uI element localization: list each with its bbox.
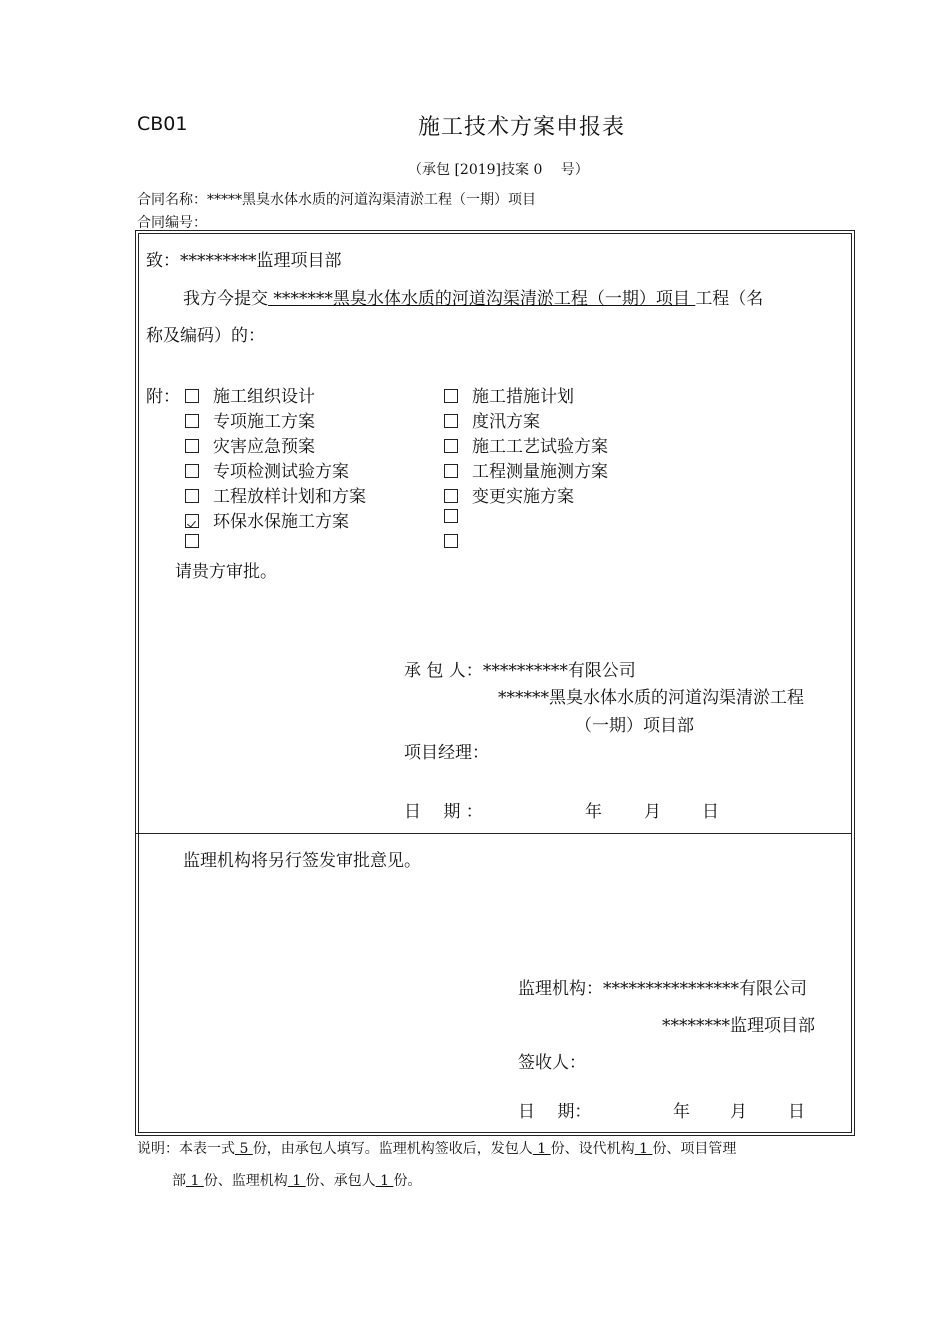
submit-line-2: 称及编码）的： bbox=[146, 326, 265, 346]
checkbox[interactable] bbox=[444, 389, 458, 403]
supervisor-date-year: 年 bbox=[673, 1102, 690, 1122]
contractor-date-month: 月 bbox=[644, 802, 661, 822]
submit-line bbox=[183, 284, 763, 309]
approval-request: 请贵方审批。 bbox=[175, 562, 277, 582]
checkbox[interactable] bbox=[185, 439, 199, 453]
checkbox[interactable] bbox=[444, 509, 458, 523]
checkbox[interactable] bbox=[444, 464, 458, 478]
checkbox[interactable] bbox=[444, 534, 458, 548]
contractor-label: 承 包 人： bbox=[404, 661, 483, 681]
attachment-left-3: 灾害应急预案 bbox=[185, 432, 315, 457]
supervisor-org-line bbox=[518, 974, 807, 999]
attachment-left-5: 工程放样计划和方案 bbox=[185, 482, 366, 507]
attachment-right-1: 施工措施计划 bbox=[444, 382, 574, 407]
attachment-right-7 bbox=[444, 532, 458, 552]
checkbox[interactable] bbox=[185, 464, 199, 478]
section-divider bbox=[136, 833, 852, 834]
contractor-date-label: 日 期 ： bbox=[404, 802, 483, 822]
checkbox[interactable] bbox=[185, 414, 199, 428]
attachment-left-4: 专项检测试验方案 bbox=[185, 457, 349, 482]
contractor-dept-line2: （一期）项目部 bbox=[575, 716, 694, 736]
attachment-right-4: 工程测量施测方案 bbox=[444, 457, 608, 482]
contract-number: 合同编号： bbox=[137, 215, 207, 231]
attachment-right-2: 度汛方案 bbox=[444, 407, 540, 432]
contractor-date-year: 年 bbox=[585, 802, 602, 822]
checkbox[interactable] bbox=[185, 389, 199, 403]
supervisor-date-day: 日 bbox=[788, 1102, 805, 1122]
submit-project-name: *******黑臭水体水质的河道沟渠清淤工程（一期）项目 bbox=[268, 289, 696, 309]
supervisor-dept: ********监理项目部 bbox=[662, 1016, 815, 1036]
contract-name: 合同名称：*****黑臭水体水质的河道沟渠清淤工程（一期）项目 bbox=[137, 192, 536, 208]
attachment-right-3: 施工工艺试验方案 bbox=[444, 432, 608, 457]
checkbox[interactable] bbox=[444, 489, 458, 503]
attachment-left-2: 专项施工方案 bbox=[185, 407, 315, 432]
contractor-dept-line1: ******黑臭水体水质的河道沟渠清淤工程 bbox=[498, 688, 804, 708]
contractor-company: **********有限公司 bbox=[482, 661, 636, 681]
attachment-right-5: 变更实施方案 bbox=[444, 482, 574, 507]
note-line-1: 说明：本表一式 5 份，由承包人填写。监理机构签收后，发包人 1 份、设代机构 1 份、项目管理 bbox=[137, 1141, 737, 1157]
addressee: 致：*********监理项目部 bbox=[146, 251, 342, 271]
attachments-label: 附： bbox=[146, 387, 180, 407]
contractor-date-day: 日 bbox=[702, 802, 719, 822]
checkbox[interactable] bbox=[185, 534, 199, 548]
form-code: CB01 bbox=[137, 113, 188, 135]
supervisor-opinion: 监理机构将另行签发审批意见。 bbox=[183, 851, 421, 871]
contractor-line bbox=[404, 656, 636, 681]
attachment-left-6: 环保水保施工方案 bbox=[185, 507, 349, 532]
attachment-left-1: 施工组织设计 bbox=[185, 382, 315, 407]
supervisor-date-label: 日 期： bbox=[518, 1102, 592, 1122]
note-line-2: 部 1 份、监理机构 1 份、承包人 1 份。 bbox=[172, 1173, 422, 1189]
submit-prefix: 我方今提交 bbox=[183, 289, 268, 309]
document-number: （承包 [2019]技案 0 号） bbox=[408, 162, 589, 178]
checkbox[interactable] bbox=[444, 439, 458, 453]
checkbox-checked[interactable] bbox=[185, 514, 199, 528]
checkbox[interactable] bbox=[444, 414, 458, 428]
supervisor-org-name: ****************有限公司 bbox=[603, 979, 807, 999]
checkbox[interactable] bbox=[185, 489, 199, 503]
supervisor-date-month: 月 bbox=[730, 1102, 747, 1122]
form-title: 施工技术方案申报表 bbox=[418, 115, 626, 140]
supervisor-org-label: 监理机构： bbox=[518, 979, 603, 999]
submit-suffix: 工程（名 bbox=[695, 289, 764, 309]
attachment-left-7 bbox=[185, 532, 199, 552]
receiver-label: 签收人： bbox=[518, 1053, 586, 1073]
project-manager-label: 项目经理： bbox=[404, 743, 489, 763]
attachment-right-6 bbox=[444, 507, 458, 527]
